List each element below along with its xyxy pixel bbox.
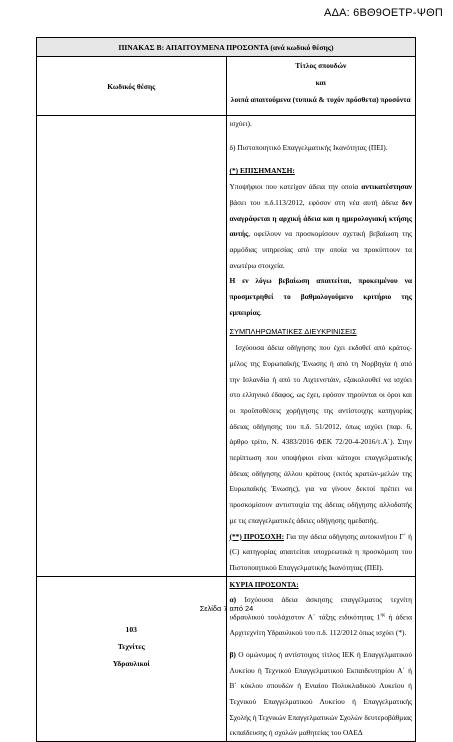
page-footer: Σελίδα 7 από 24 — [199, 604, 254, 613]
position-title-line1: Τεχνίτες — [117, 641, 145, 651]
position-title-line2: Υδραυλικοί — [112, 658, 150, 668]
item-a-text2: ή άδεια Αρχιτεχνίτη Υδραυλικού του π.δ. 112/2012 όπως ισχύει (*). — [229, 612, 412, 638]
note-text-f: Η εν λόγω βεβαίωση απαιτείται, προκειμένου να προσμετρηθεί το βαθμολογούμενο κριτήριο της εμπειρίας — [229, 276, 412, 317]
code-cell-empty — [37, 116, 227, 577]
attention-text: Για την άδεια οδήγησης αυτοκινήτου Γ΄ ή (C) κατηγορίας απαιτείται υποχρεωτικά η προσκόμιση του Πιστοποιητικού Επαγγελματικής Ικανότητας (ΠΕΙ). — [229, 531, 412, 572]
note-text-e: , οφείλουν να προσκομίσουν σχετική βεβαίωση της αρμόδιας υπηρεσίας από την οποία να προκύπτουν τα ανωτέρω στοιχεία. — [229, 229, 412, 270]
note-text-g: . — [259, 307, 262, 317]
table-title: ΠΙΝΑΚΑΣ Β: ΑΠΑΙΤΟΥΜΕΝΑ ΠΡΟΣΟΝΤΑ (ανά κωδικό θέσης) — [37, 38, 416, 57]
note-title — [230, 163, 413, 179]
clarifications-title-text: ΣΥΜΠΛΗΡΩΜΑΤΙΚΕΣ ΔΙΕΥΚΡΙΝΙΣΕΙΣ — [229, 327, 357, 337]
table-row-continuation — [37, 116, 416, 577]
column-header-line1: Τίτλος σπουδών — [295, 61, 347, 70]
item-b-text: Ο ομώνυμος ή αντίστοιχος τίτλος ΙΕΚ ή Επαγγελματικού Λυκείου ή Τεχνικού Επαγγελματικού Εκπαιδευτηρίου Α΄ ή Β΄ κύκλου σπουδών ή Ενιαίου Πολυκλαδικού Λυκείου ή Τεχνικού Επαγγελματικού Λυκείου ή Επαγγελματικής Σχολής ή Τεχνικών Επαγγελματικών Σχολών δευτεροβάθμιας εκπαίδευσης ή σχολών μαθητείας του ΟΑΕΔ — [229, 649, 412, 738]
attention-paragraph — [230, 529, 413, 576]
qualifications-table — [36, 37, 416, 742]
item-a-text: Ισχύουσα άδεια άσκησης επαγγέλματος τεχνίτη υδραυλικού τουλάχιστον Α΄ τάξης ειδικότητας 1 — [229, 595, 412, 622]
code-cell-103 — [37, 576, 227, 742]
continuation-text: ισχύει). — [229, 119, 252, 128]
item-b-label: β) — [229, 649, 236, 659]
ada-code: ΑΔΑ: 6ΒΘ9ΟΕΤΡ-ΨΘΠ — [324, 7, 443, 19]
item-d-text: δ) Πιστοποιητικό Επαγγελματικής Ικανότητας (ΠΕΙ). — [229, 142, 388, 152]
column-header-code: Κωδικός θέσης — [37, 57, 227, 116]
column-header-line2: και — [315, 78, 326, 87]
note-text-b: αντικατέστησαν — [361, 182, 412, 192]
clarifications-text: Ισχύουσα άδεια οδήγησης που έχει εκδοθεί από κράτος-μέλος της Ευρωπαϊκής Ένωσης ή από τη Νορβηγία ή από την Ισλανδία ή από το Λιχτενστάιν, εξακολουθεί να ισχύει στο ελληνικό έδαφος, ως έχει, εφόσον τηρούνται οι όροι και οι προϋποθέσεις χορήγησης της αντίστοιχης κατηγορίας άδειας οδήγησης του π.δ. 51/2012, όπως ισχύει (παρ. 6, άρθρο τρίτο, Ν. 4383/2016 ΦΕΚ 72/20-4-2016/τ.Α΄). Στην περίπτωση που υποψήφιοι είναι κάτοχοι επαγγελματικής άδειας οδήγησης άλλου κράτους (εκτός κρατών-μελών της Ευρωπαϊκής Ένωσης), για να γίνουν δεκτοί πρέπει να προσκομίσουν αντιστοιχία της άδειας οδήγησης αλλοδαπής με τις επαγγελματικές άδειες οδήγησης ημεδαπής. — [229, 343, 412, 525]
note-text-c: βάσει του π.δ.113/2012, εφόσον στη νέα αυτή άδεια — [229, 197, 402, 207]
main-qualifications-title-text: ΚΥΡΙΑ ΠΡΟΣΟΝΤΑ: — [229, 579, 299, 589]
column-header-qualifications — [226, 57, 416, 116]
note-text-d: δεν αναγράφεται η αρχική άδεια και η ημερολογιακή κτήσης αυτής — [229, 197, 412, 239]
attention-title: (**) ΠΡΟΣΟΧΗ: — [229, 531, 285, 541]
main-qualifications-title — [230, 577, 413, 593]
item-a-paragraph — [230, 592, 413, 641]
qualifications-cell-continuation — [226, 116, 416, 577]
table-title-row — [37, 38, 416, 57]
table-row-103 — [37, 576, 416, 742]
clarifications-title — [230, 324, 413, 340]
position-code: 103 — [125, 624, 137, 634]
item-a-superscript: ης — [380, 613, 386, 619]
qualifications-cell-103 — [226, 576, 416, 742]
note-text-a: Υποψήφιοι που κατείχαν άδεια την οποία — [229, 182, 362, 192]
item-b-paragraph — [230, 647, 413, 741]
item-a-label: α) — [229, 595, 237, 605]
column-header-line3: λοιπά απαιτούμενα (τυπικά & τυχόν πρόσθετα) προσόντα — [230, 95, 411, 104]
note-emphasis — [230, 273, 413, 320]
note-paragraph — [230, 179, 413, 273]
note-title-text: (*) ΕΠΙΣΗΜΑΝΣΗ: — [229, 166, 295, 176]
column-header-row — [37, 57, 416, 116]
